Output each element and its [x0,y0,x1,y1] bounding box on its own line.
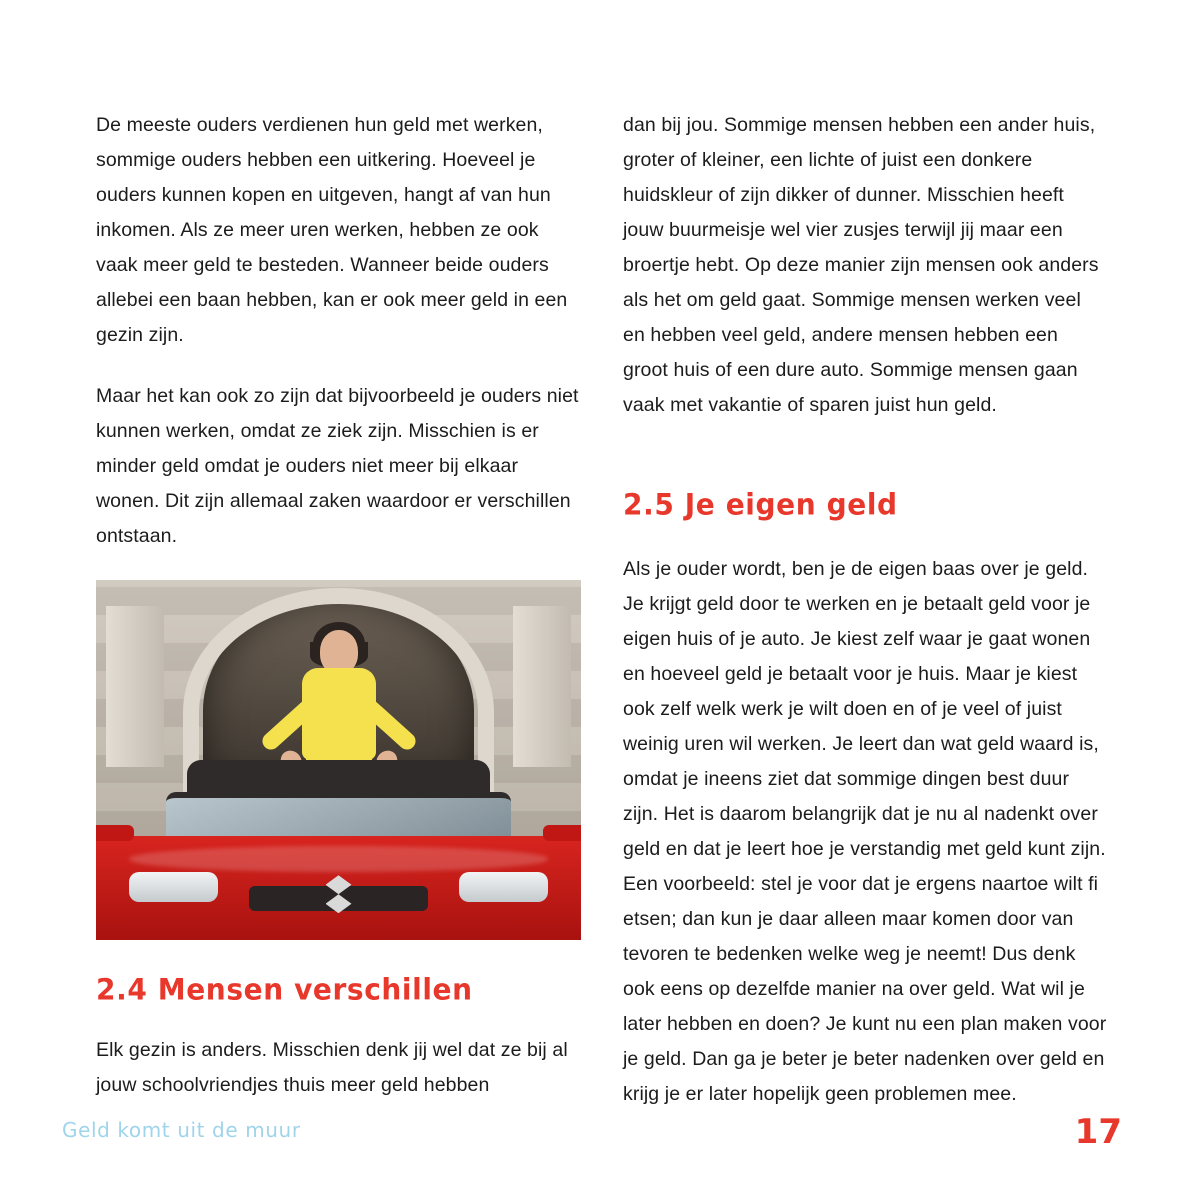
mirror-right [543,825,581,841]
paragraph: Maar het kan ook zo zijn dat bijvoorbeeld je ouders niet kunnen werken, omdat ze ziek zijn. Misschien is er minder geld omdat je ouders niet meer bij elkaar wonen. Dit zijn allemaal zaken waardoor er verschillen ontstaan. [96,385,579,547]
headlight-left [129,872,218,903]
section-heading-2-4: 2.4 Mensen verschillen [96,972,473,1007]
paragraph-continued: dan bij jou. Sommige mensen hebben een ander huis, groter of kleiner, een lichte of juist een donkere huidskleur of zijn dikker of dunner. Misschien heeft jouw buurmeisje wel vier zusjes terwijl jij maar een broertje hebt. Op deze manier zijn mensen ook anders als het om geld gaat. Sommige mensen werken veel en hebben veel geld, andere mensen hebben een groot huis of een dure auto. Sommige mensen gaan vaak met vakantie of sparen juist hun geld. [623,114,1099,416]
headlight-right [459,872,548,903]
red-car [96,760,581,940]
page-number: 17 [1074,1112,1122,1152]
paragraph: Als je ouder wordt, ben je de eigen baas over je geld. Je krijgt geld door te werken en je betaalt geld voor je eigen huis of je auto. Je kiest zelf waar je gaat wonen en hoeveel geld je betaalt voor je huis. Maar je kiest ook zelf welk werk je wilt doen en of je veel of juist weinig uren wil werken. Je leert dan wat geld waard is, omdat je ineens ziet dat sommige dingen best duur zijn. Het is daarom belangrijk dat je nu al nadenkt over geld en dat je leert hoe je verstandig met geld kunt zijn. Een voorbeeld: stel je voor dat je ergens naartoe wilt fi etsen; dan kun je daar alleen maar komen door van tevoren te bedenken welke weg je neemt! Dus denk ook eens op dezelfde manier na over geld. Wat wil je later hebben en doen? Je kunt nu een plan maken voor je geld. Dan ga je beter je beter nadenken over geld en krijg je er later hopelijk geen problemen mee. [623,558,1107,1105]
mirror-left [96,825,134,841]
yellow-shirt [302,668,376,760]
two-column-layout [96,108,1108,1112]
left-column [96,108,581,1112]
section-heading-2-5: 2.5 Je eigen geld [623,487,898,522]
hood-highlight [129,846,548,871]
right-column [623,108,1108,1112]
footer-book-title: Geld komt uit de muur [62,1118,301,1142]
photo-woman-in-red-car [96,580,581,940]
paragraph: Elk gezin is anders. Misschien denk jij wel dat ze bij al jouw schoolvriendjes thuis meer geld hebben [96,1039,568,1096]
pillar-left [106,606,164,767]
pillar-right [513,606,571,767]
paragraph: De meeste ouders verdienen hun geld met werken, sommige ouders hebben een uitkering. Hoeveel je ouders kunnen kopen en uitgeven, hangt af van hun inkomen. Als ze meer uren werken, hebben ze ook vaak meer geld te besteden. Wanneer beide ouders allebei een baan hebben, kan er ook meer geld in een gezin zijn. [96,114,568,346]
